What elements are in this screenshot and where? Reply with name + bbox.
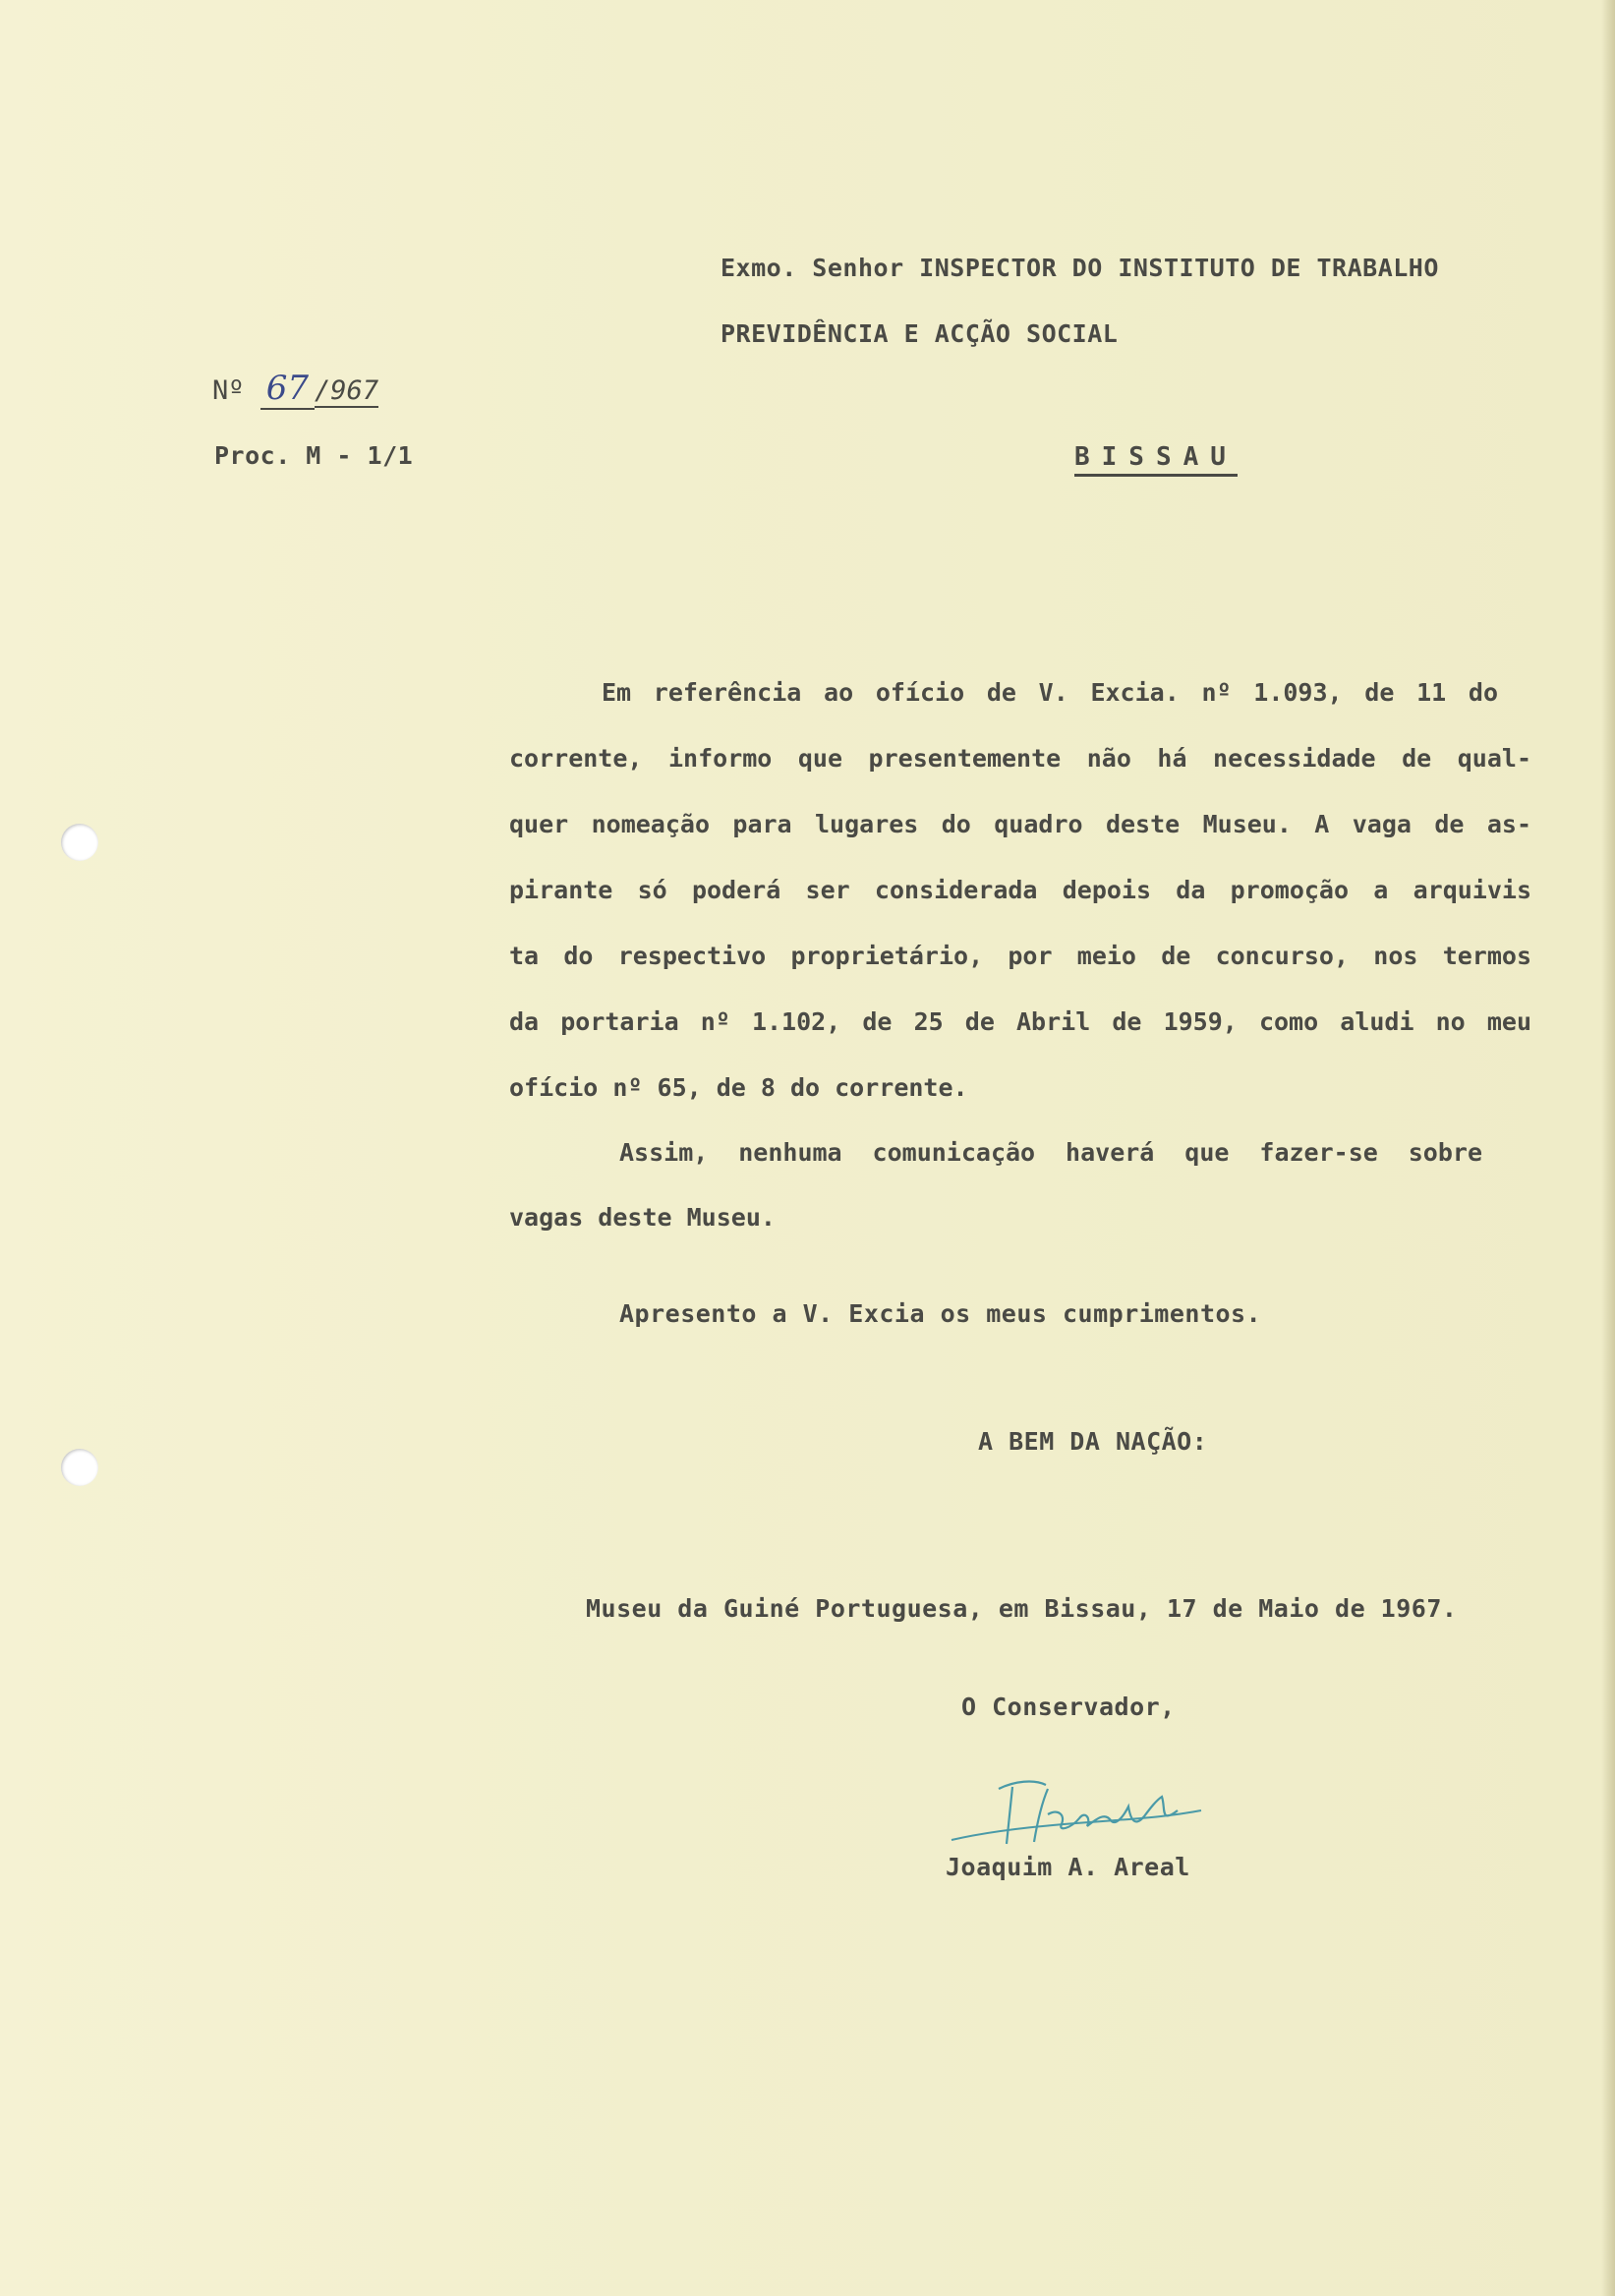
body-line-4: pirante só poderá ser considerada depois da promoção a arquivis (509, 876, 1531, 904)
motto: A BEM DA NAÇÃO: (978, 1427, 1208, 1456)
body-line-8: Assim, nenhuma comunicação haverá que fazer-se sobre (619, 1138, 1482, 1167)
place-and-date: Museu da Guiné Portuguesa, em Bissau, 17 de Maio de 1967. (586, 1594, 1458, 1623)
body-line-9: vagas deste Museu. (509, 1203, 776, 1232)
punch-hole-bottom (61, 1449, 98, 1486)
paper-edge-shadow (1601, 0, 1615, 2296)
reference-number (212, 369, 378, 408)
handwritten-number: 67 (260, 369, 315, 410)
signatory-role: O Conservador, (961, 1693, 1176, 1721)
signatory-name: Joaquim A. Areal (946, 1853, 1190, 1881)
city-heading: BISSAU (1074, 442, 1238, 477)
punch-hole-top (61, 824, 98, 861)
body-line-3: quer nomeação para lugares do quadro deste Museu. A vaga de as- (509, 810, 1531, 838)
body-line-5: ta do respectivo proprietário, por meio de concurso, nos termos (509, 942, 1531, 970)
process-reference: Proc. M - 1/1 (214, 441, 414, 470)
reference-year: /967 (315, 375, 379, 406)
handwritten-signature (944, 1759, 1209, 1867)
closing-line: Apresento a V. Excia os meus cumprimentos. (619, 1299, 1262, 1328)
body-line-6: da portaria nº 1.102, de 25 de Abril de 1959, como aludi no meu (509, 1007, 1531, 1036)
body-line-2: corrente, informo que presentemente não há necessidade de qual- (509, 744, 1531, 773)
body-line-1: Em referência ao ofício de V. Excia. nº 1.093, de 11 do (602, 678, 1498, 707)
addressee-line-2: PREVIDÊNCIA E ACÇÃO SOCIAL (721, 319, 1119, 348)
body-line-7: ofício nº 65, de 8 do corrente. (509, 1073, 968, 1102)
addressee-line-1: Exmo. Senhor INSPECTOR DO INSTITUTO DE TRABALHO (721, 254, 1439, 282)
reference-prefix: Nº (212, 375, 245, 406)
